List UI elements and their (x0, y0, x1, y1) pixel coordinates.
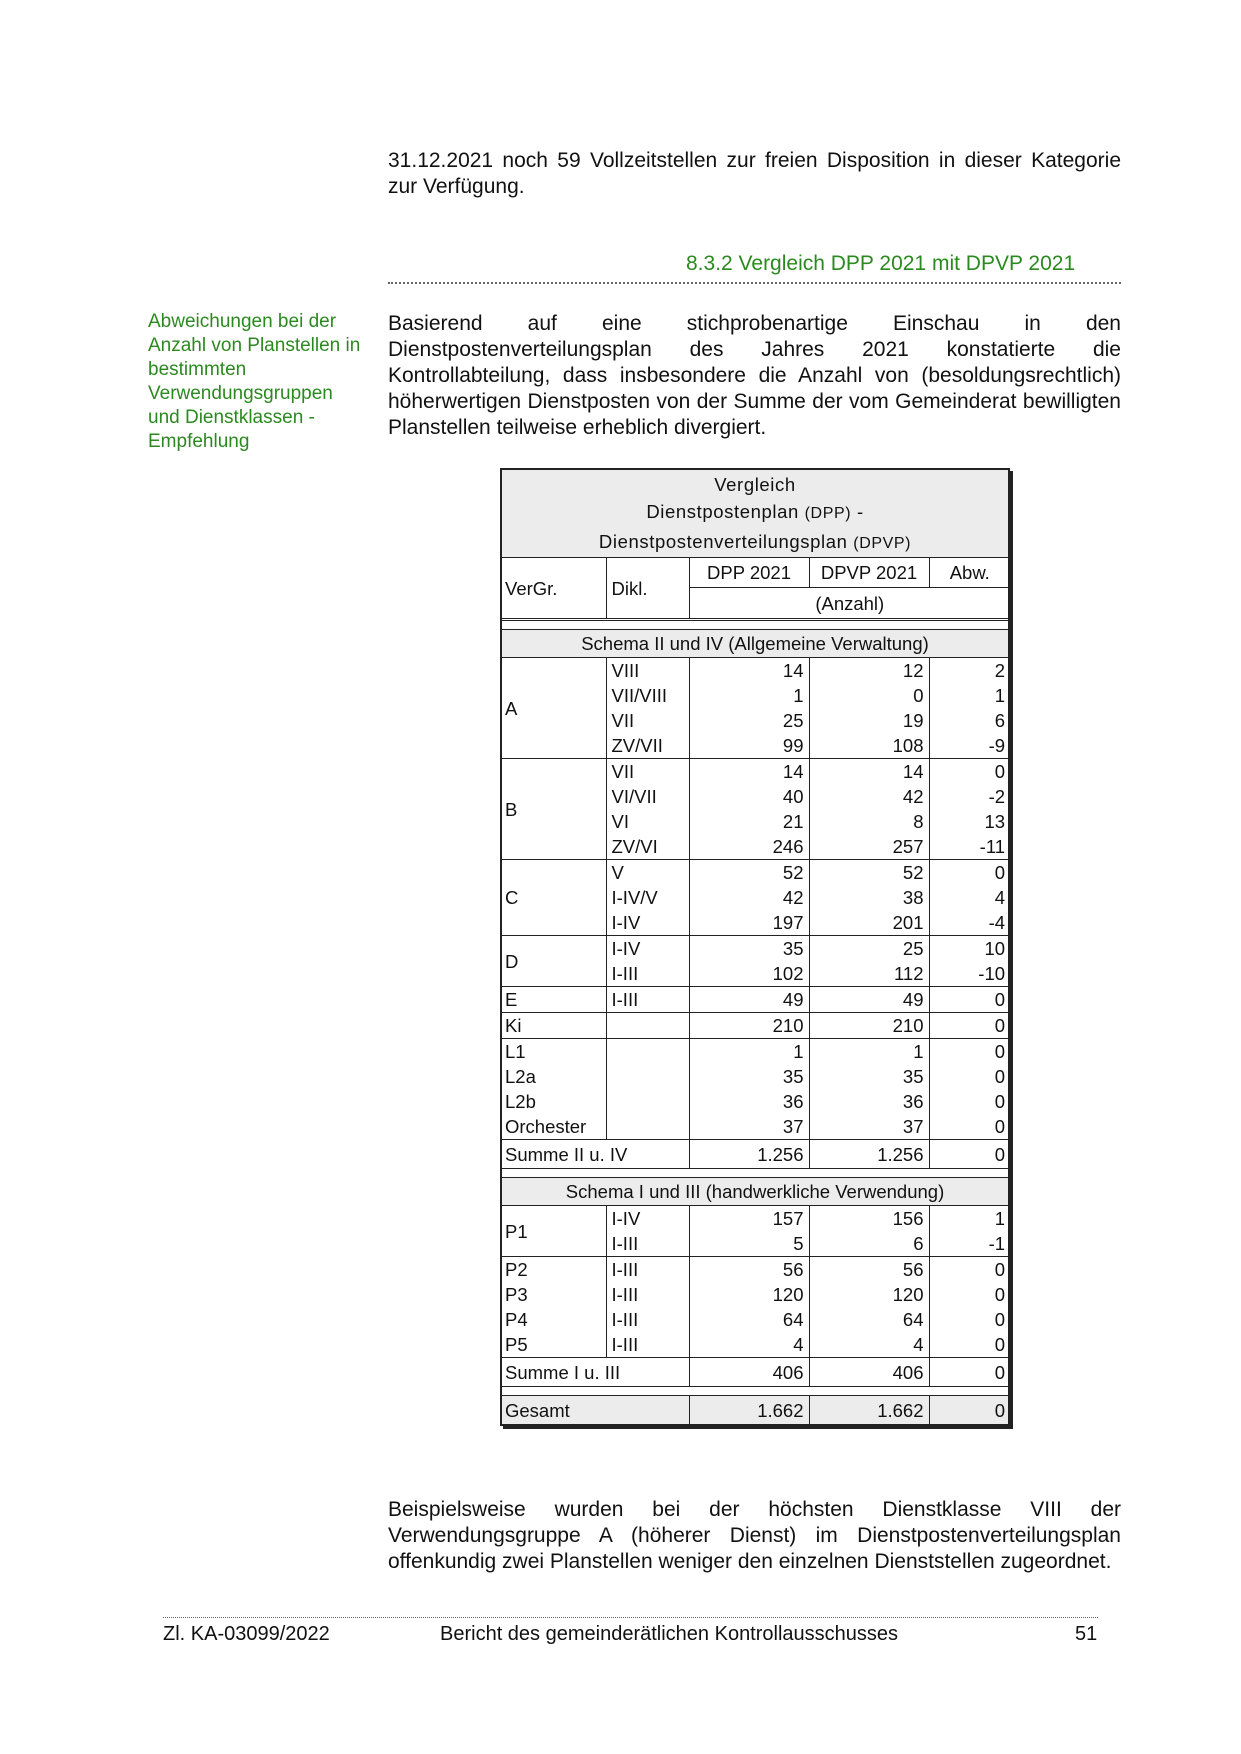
row-dpvp: 25 (809, 936, 929, 962)
col-header-abw: Abw. (929, 558, 1010, 588)
row-abw: 0 (994, 862, 1006, 883)
row-dikl (606, 1064, 689, 1089)
total-row-dpp: 1.662 (689, 1396, 809, 1425)
row-abw: 0 (994, 1309, 1006, 1330)
table-row (500, 1307, 1010, 1332)
schema1-title-row (500, 630, 1010, 658)
section-heading: 8.3.2 Vergleich DPP 2021 mit DPVP 2021 (686, 252, 1076, 275)
schema1-sum-row-label: Summe II u. IV (500, 1140, 689, 1169)
row-dpvp: 257 (809, 834, 929, 860)
table-row (500, 1282, 1010, 1307)
row-dpp: 64 (689, 1307, 809, 1332)
row-dpp: 210 (689, 1013, 809, 1039)
row-dikl: VI/VII (606, 784, 689, 809)
row-dpp: 40 (689, 784, 809, 809)
row-dpvp: 108 (809, 733, 929, 759)
row-dpp: 42 (689, 885, 809, 910)
row-dikl: VII (606, 708, 689, 733)
row-abw: -11 (929, 834, 1010, 860)
schema1-title: Schema II und IV (Allgemeine Verwaltung) (500, 630, 1010, 658)
intro-paragraph: 31.12.2021 noch 59 Vollzeitstellen zur freien Disposition in dieser Kategorie zur Verfügung. (388, 149, 1121, 198)
row-dpvp: 37 (809, 1114, 929, 1140)
col-header-dpvp: DPVP 2021 (809, 558, 929, 588)
row-dpvp: 156 (809, 1206, 929, 1232)
row-dikl: I-III (606, 1231, 689, 1257)
row-dpvp: 49 (809, 987, 929, 1013)
col-header-unit: (Anzahl) (689, 588, 1010, 620)
table-spacer-row (500, 1169, 1010, 1178)
row-dpp: 35 (689, 936, 809, 962)
row-dikl: ZV/VII (606, 733, 689, 759)
table-row (500, 1114, 1010, 1140)
footer-divider (163, 1617, 1098, 1618)
row-dpvp: 35 (809, 1064, 929, 1089)
row-dpvp: 12 (809, 658, 929, 684)
row-dpp: 52 (689, 860, 809, 886)
row-dpvp: 210 (809, 1013, 929, 1039)
row-dikl: I-III (606, 987, 689, 1013)
body-paragraph-1: Basierend auf eine stichprobenartige Einschau in den Dienstpostenverteilungsplan des Jahres 2021 konstatierte die Kontrollabteilung, dass insbesondere die Anzahl von (besoldungsrechtlich) höherwertigen Dienstposten von der Summe der vom Gemeinderat bewilligten Planstellen teilweise erheblich divergiert. (388, 312, 1121, 439)
row-dpp: 246 (689, 834, 809, 860)
table-row (500, 860, 1010, 886)
table-spacer-row (500, 1387, 1010, 1396)
row-dpp: 25 (689, 708, 809, 733)
row-dikl: I-IV (606, 910, 689, 936)
row-dpp: 14 (689, 759, 809, 785)
row-dikl: V (606, 860, 689, 886)
row-dpp: 1 (689, 683, 809, 708)
row-dpvp: 1 (809, 1039, 929, 1065)
row-dikl: I-IV (606, 936, 689, 962)
row-dpvp: 8 (809, 809, 929, 834)
table-row (500, 658, 1010, 684)
row-dpvp: 36 (809, 1089, 929, 1114)
row-dpvp: 120 (809, 1282, 929, 1307)
row-dpvp: 0 (809, 683, 929, 708)
row-dpvp: 64 (809, 1307, 929, 1332)
row-vergr: P2 (500, 1257, 606, 1283)
row-dpp: 4 (689, 1332, 809, 1358)
table-title-dpp-abbr: (DPP) (804, 504, 852, 522)
schema1-sum-row (500, 1140, 1010, 1169)
footer-title: Bericht des gemeinderätlichen Kontrollausschusses (440, 1623, 899, 1645)
row-dikl: VIII (606, 658, 689, 684)
table-title-dpvp-label: Dienstpostenverteilungsplan (598, 530, 848, 552)
footer-ref: Zl. KA-03099/2022 (163, 1623, 330, 1645)
row-dpp: 35 (689, 1064, 809, 1089)
row-dpvp: 112 (809, 961, 929, 987)
schema2-sum-row-dpp: 406 (689, 1358, 809, 1387)
row-abw: 4 (994, 887, 1006, 908)
schema2-sum-row-label: Summe I u. III (500, 1358, 689, 1387)
row-dpp: 14 (689, 658, 809, 684)
body-paragraph-2: Beispielsweise wurden bei der höchsten Dienstklasse VIII der Verwendungsgruppe A (höherer Dienst) im Dienstpostenverteilungsplan offenkundig zwei Planstellen weniger den einzelnen Dienststellen zugeordnet. (388, 1498, 1121, 1573)
row-dikl: I-III (606, 1307, 689, 1332)
row-dpp: 99 (689, 733, 809, 759)
table-row (500, 936, 1010, 962)
row-dikl: I-IV/V (606, 885, 689, 910)
table-row (500, 1089, 1010, 1114)
row-dikl (606, 1114, 689, 1140)
schema2-title: Schema I und III (handwerkliche Verwendung) (500, 1178, 1010, 1206)
row-dikl: I-III (606, 1282, 689, 1307)
row-abw: 0 (994, 1259, 1006, 1280)
row-dpvp: 38 (809, 885, 929, 910)
row-dikl: VI (606, 809, 689, 834)
row-dpp: 102 (689, 961, 809, 987)
row-vergr: Ki (500, 1013, 606, 1039)
row-dikl: VII (606, 759, 689, 785)
row-vergr: C (500, 860, 606, 936)
row-abw: 10 (984, 938, 1006, 959)
row-vergr: B (500, 759, 606, 860)
schema2-sum-row (500, 1358, 1010, 1387)
table-spacer (500, 1387, 1010, 1396)
schema2-sum-row-dpvp: 406 (809, 1358, 929, 1387)
row-vergr: P3 (500, 1282, 606, 1307)
total-row-abw: 0 (929, 1396, 1010, 1425)
row-abw: 0 (994, 1066, 1006, 1087)
table-row (500, 987, 1010, 1013)
row-dpp: 36 (689, 1089, 809, 1114)
table-row (500, 1064, 1010, 1089)
row-abw: 13 (984, 811, 1006, 832)
row-abw: 0 (929, 1332, 1010, 1358)
row-vergr: Orchester (500, 1114, 606, 1140)
row-dpp: 5 (689, 1231, 809, 1257)
table-row (500, 1013, 1010, 1039)
row-abw: -9 (929, 733, 1010, 759)
schema1-sum-row-dpp: 1.256 (689, 1140, 809, 1169)
row-abw: -2 (988, 786, 1006, 807)
row-vergr: L1 (500, 1039, 606, 1065)
table-title-line1: Vergleich (714, 474, 796, 495)
table-title-dpp-label: Dienstpostenplan (646, 500, 799, 522)
row-dpp: 21 (689, 809, 809, 834)
row-vergr: P4 (500, 1307, 606, 1332)
row-abw: 0 (994, 1091, 1006, 1112)
row-dikl: I-III (606, 1257, 689, 1283)
table-row (500, 1039, 1010, 1065)
row-dpvp: 42 (809, 784, 929, 809)
row-dpp: 120 (689, 1282, 809, 1307)
row-dpvp: 14 (809, 759, 929, 785)
table-title-line2 (500, 497, 1010, 527)
row-abw: 0 (994, 761, 1006, 782)
col-header-vergr: VerGr. (500, 558, 606, 620)
row-dikl: VII/VIII (606, 683, 689, 708)
comparison-table (500, 468, 1010, 1424)
heading-divider (388, 282, 1121, 284)
row-abw: 6 (994, 710, 1006, 731)
row-dikl (606, 1013, 689, 1039)
row-vergr: D (500, 936, 606, 987)
row-dpp: 56 (689, 1257, 809, 1283)
row-abw: 0 (994, 1041, 1006, 1062)
row-dpvp: 19 (809, 708, 929, 733)
footer-page-number: 51 (1075, 1623, 1098, 1645)
row-vergr: E (500, 987, 606, 1013)
row-dpvp: 56 (809, 1257, 929, 1283)
row-dpp: 37 (689, 1114, 809, 1140)
table-row (500, 1206, 1010, 1232)
row-abw: 0 (994, 1284, 1006, 1305)
row-dpp: 49 (689, 987, 809, 1013)
row-dpvp: 52 (809, 860, 929, 886)
row-dikl: I-IV (606, 1206, 689, 1232)
row-dpvp: 6 (809, 1231, 929, 1257)
row-abw: 1 (994, 685, 1006, 706)
col-header-dikl: Dikl. (606, 558, 689, 620)
table-title-dpvp-abbr: (DPVP) (853, 534, 912, 552)
row-vergr: P1 (500, 1206, 606, 1257)
row-abw: 0 (929, 1114, 1010, 1140)
row-abw: -4 (929, 910, 1010, 936)
table-spacer-row (500, 620, 1010, 630)
col-header-dpp: DPP 2021 (689, 558, 809, 588)
row-vergr: A (500, 658, 606, 759)
row-dikl: ZV/VI (606, 834, 689, 860)
total-row-label: Gesamt (500, 1396, 689, 1425)
row-dpp: 157 (689, 1206, 809, 1232)
row-vergr: L2a (500, 1064, 606, 1089)
table-row (500, 1332, 1010, 1358)
table-title-line3 (500, 527, 1010, 558)
row-vergr: L2b (500, 1089, 606, 1114)
side-note: Abweichungen bei der Anzahl von Planstellen in bestimmten Verwendungsgruppen und Dienstklassen - Empfehlung (148, 311, 361, 452)
row-abw: 0 (929, 1013, 1010, 1039)
table-title-dash: - (856, 500, 864, 522)
comparison-table-wrapper (500, 468, 1010, 1424)
row-dikl (606, 1039, 689, 1065)
schema1-sum-row-dpvp: 1.256 (809, 1140, 929, 1169)
table-spacer (500, 1169, 1010, 1178)
row-dikl: I-III (606, 961, 689, 987)
row-dikl (606, 1089, 689, 1114)
schema1-sum-row-abw: 0 (929, 1140, 1010, 1169)
table-spacer (500, 620, 1010, 630)
row-dpp: 197 (689, 910, 809, 936)
row-abw: 0 (929, 987, 1010, 1013)
total-row-dpvp: 1.662 (809, 1396, 929, 1425)
total-row (500, 1396, 1010, 1425)
schema2-sum-row-abw: 0 (929, 1358, 1010, 1387)
schema2-title-row (500, 1178, 1010, 1206)
row-dpp: 1 (689, 1039, 809, 1065)
row-abw: 1 (994, 1208, 1006, 1229)
table-row (500, 1257, 1010, 1283)
row-vergr: P5 (500, 1332, 606, 1358)
table-row (500, 759, 1010, 785)
row-abw: 2 (994, 660, 1006, 681)
row-abw: -1 (929, 1231, 1010, 1257)
row-dpvp: 4 (809, 1332, 929, 1358)
row-dpvp: 201 (809, 910, 929, 936)
row-abw: -10 (929, 961, 1010, 987)
row-dikl: I-III (606, 1332, 689, 1358)
